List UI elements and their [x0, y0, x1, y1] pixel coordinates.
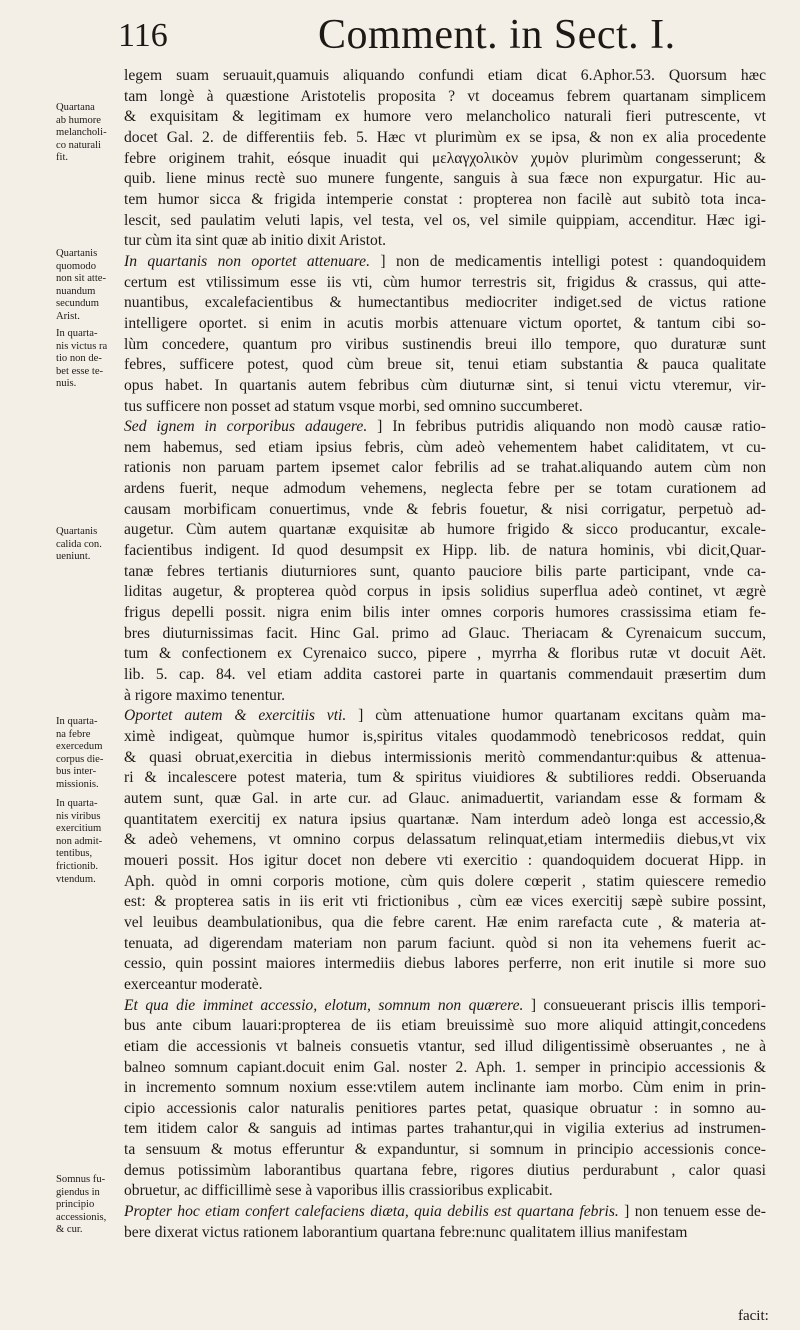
margin-note-line: vtendum.: [56, 873, 96, 885]
text-line: [124, 128, 766, 149]
text-line: [124, 1099, 766, 1120]
line-text: tus sufficere non posset ad statum vsque morbi, sed omnino succumberet.: [124, 397, 583, 415]
lemma-quotation: In quartanis non oportet attenuare.: [124, 252, 370, 270]
line-text: tem itidem calor & sanguis ad intimas partes trahantur,qui in vigilia exterius ad instrumen-: [124, 1120, 766, 1138]
line-text: ximè indigeat, quùmque humor is,spiritus vitales quodammodò tenebricosos reddat, quin: [124, 728, 766, 745]
line-text: ri & incalescere potest materia, tum & spiritus viuidiores & subtiliores reddi. Obseruanda: [124, 769, 766, 787]
line-text: exerceantur moderatè.: [124, 975, 263, 993]
text-line: [124, 417, 766, 438]
text-line: [124, 1223, 766, 1244]
text-line: [124, 1078, 766, 1099]
line-text: bere dixerat victus rationem laborantium quartana febre:nunc qualitatem illius manifestam: [124, 1223, 688, 1241]
text-line: [124, 231, 766, 252]
line-text: nuantibus, excalefacientibus & humectantibus mediocriter indiget.sed de victus ratione: [124, 294, 766, 312]
line-text: cipio accessionis calor naturalis penitiores partes petat, quasique obruatur : in somno au-: [124, 1099, 766, 1117]
line-text: febres, sufficere potest, quod cùm breue sit, tenui etiam substantia & pauca qualitate: [124, 356, 766, 374]
line-text: bus ante cibum lauari:propterea de iis etiam breuissimè suo more aliquid attingit,concedens: [124, 1017, 766, 1035]
text-line: [124, 87, 766, 108]
line-text: docet Gal. 2. de differentiis feb. 5. Hæc vt plurimùm ex se ipsa, & non ex alia procedente: [124, 128, 766, 146]
line-text: opus habet. In quartanis autem febribus cùm diuturnæ sint, si tenui victu vteremur, vir-: [124, 376, 766, 394]
line-text: in incremento somnum noxium esse:vtilem autem inclinante iam morbo. Cùm enim in prin-: [124, 1079, 766, 1097]
margin-note-line: ab humore: [56, 114, 102, 126]
line-text: lùm concedere, quantum pro viribus sustinendis breui illo tempore, quo duraturæ sunt: [124, 335, 766, 353]
line-text: ta sensuum & motus efferuntur & expanduntur, si somnum in principio accessionis conce-: [124, 1141, 766, 1159]
text-line: [124, 107, 766, 128]
page-header: [0, 0, 800, 66]
margin-note-line: bus inter-: [56, 766, 97, 778]
text-line: [124, 582, 766, 603]
line-text: lescit, sed paulatim veluti lapis, vel testa, vel os, vel simile quippiam, accenditur. Hæc igi-: [124, 211, 766, 229]
line-text: ] non tenuem esse de-: [618, 1203, 766, 1221]
margin-note-line: nuandum: [56, 285, 96, 297]
margin-note-line: nis victus ra: [56, 340, 108, 352]
text-line: [124, 149, 766, 170]
line-text: obruetur, ac difficillimè sese à vaporibus illis crassioribus explicabit.: [124, 1182, 553, 1200]
margin-note-line: fit.: [56, 152, 69, 164]
margin-note-line: Quartanis: [56, 526, 98, 537]
margin-note-line: missionis.: [56, 778, 99, 790]
text-line: [124, 335, 766, 356]
margin-note-line: In quarta-: [56, 798, 98, 809]
text-line: [124, 252, 766, 273]
line-text: etiam die accessionis vt balneis consuetis vtantur, sed illud diligentissimè obseruantes , ne à: [124, 1037, 766, 1055]
line-text: febre originem trahit, eósque inuadit qui μελαγχολικὸν χυμὸν plurimùm congesserunt; &: [124, 149, 766, 167]
text-line: [124, 768, 766, 789]
margin-note-line: giendus in: [56, 1186, 100, 1198]
text-line: [124, 1058, 766, 1079]
text-line: [124, 892, 766, 913]
margin-note-line: exercedum: [56, 741, 103, 753]
text-line: [124, 624, 766, 645]
line-text: demus potissimùm laborantibus quartana febre, rigores diutius perdurabunt , calor quasi: [124, 1161, 766, 1179]
text-line: [124, 1037, 766, 1058]
text-line: [124, 293, 766, 314]
text-line: [124, 458, 766, 479]
text-line: [124, 66, 766, 87]
margin-note-line: co naturali: [56, 139, 102, 151]
line-text: lib. 5. cap. 84. vel etiam addita castorei parte in quartanis commendauit præsertim dum: [124, 666, 766, 684]
margin-note-line: In quarta-: [56, 716, 98, 727]
text-line: [124, 1016, 766, 1037]
text-line: [124, 500, 766, 521]
line-text: intelligere oportet. si enim in acutis morbis attenuare victum oportet, & tantum cibi so-: [124, 314, 766, 332]
text-line: [124, 727, 766, 748]
commentary-body: [124, 66, 766, 1243]
line-text: moueri possit. Hos igitur docet non debere vti exercitio : quandoquidem docuerat Hipp. in: [124, 851, 766, 869]
text-line: [124, 872, 766, 893]
line-text: quib. liene minus rectè suo munere fungente, sanguis à sua fæce non expurgatur. Hic au-: [124, 170, 766, 188]
text-line: [124, 1140, 766, 1161]
line-text: tur cùm ita sint quæ ab initio dixit Aristot.: [124, 232, 387, 250]
line-text: facientibus indigent. Id quod desumpsit ex Hipp. lib. de natura hominis, vbi dicit,Quar-: [124, 542, 766, 560]
text-line: [124, 706, 766, 727]
line-text: nem habemus, sed etiam ipsius febris, cùm adeò vehementem habet caliditatem, vt cu-: [124, 438, 766, 456]
line-text: bres diuturnissimas facit. Hinc Gal. primo ad Glauc. Theriacam & Cyrenaicum succum,: [124, 624, 766, 642]
text-line: [124, 830, 766, 851]
text-line: [124, 190, 766, 211]
margin-note-line: ueniunt.: [56, 551, 91, 563]
running-head: Comment. in Sect. I.: [318, 12, 676, 58]
line-text: tem humor sicca & frigida intemperie constat : propterea non facilè aut subitò tota inca-: [124, 190, 766, 208]
text-line: [124, 934, 766, 955]
margin-note-line: nis viribus: [56, 810, 101, 822]
margin-note: [56, 102, 120, 165]
margin-note-line: non sit atte-: [56, 273, 107, 285]
lemma-quotation: Propter hoc etiam confert calefaciens diæta, quia debilis est quartana febris.: [124, 1203, 619, 1221]
line-text: à rigore maximo tenentur.: [124, 686, 286, 704]
margin-note-line: na febre: [56, 728, 91, 740]
text-line: [124, 314, 766, 335]
line-text: ardens fuerit, neque admodum vehemens, neglecta febre per se totam curationem ad: [124, 480, 766, 498]
margin-note-line: nuis.: [56, 378, 77, 390]
text-line: [124, 996, 766, 1017]
margin-note-line: principio: [56, 1199, 95, 1211]
text-line: [124, 954, 766, 975]
margin-note-line: Somnus fu-: [56, 1174, 106, 1185]
margin-note: [56, 526, 120, 564]
text-line: [124, 1202, 766, 1223]
margin-note: [56, 716, 120, 792]
text-line: [124, 479, 766, 500]
line-text: Aph. quòd in omni corporis motione, cùm quis dolere cœperit , statim quiescere remedio: [124, 872, 766, 890]
text-line: [124, 913, 766, 934]
text-line: [124, 376, 766, 397]
margin-note-line: tentibus,: [56, 848, 93, 860]
line-text: & exquisitam & legitimam ex humore vero melancholico naturali fieri putrescente, vt: [124, 108, 766, 126]
margin-note-line: accessionis,: [56, 1211, 107, 1223]
line-text: & quasi obruat,exercitia in diebus intermissionis meritò commendantur:quibus & attenua-: [124, 748, 766, 766]
text-line: [124, 562, 766, 583]
line-text: frigus depelli possit. nigra enim bilis inter omnes corporis humores crassissima etiam fe-: [124, 604, 766, 622]
margin-note: [56, 798, 120, 886]
text-line: [124, 169, 766, 190]
line-text: vel leuibus deambulationibus, qua die febre carent. Hæ enim rarefacta cute , & materia at-: [124, 913, 766, 931]
margin-note: [56, 1174, 120, 1237]
line-text: quantitatem exercitij ex natura ipsius quartanæ. Nam interdum adeò longa est accessio,&: [124, 810, 766, 828]
margin-note-line: Arist.: [56, 310, 80, 322]
text-line: [124, 810, 766, 831]
line-text: tanæ febres tertianis diuturniores sunt, quanto pauciore bilis parte participant, vnde ca-: [124, 562, 766, 580]
margin-note-line: exercitium: [56, 823, 102, 835]
text-line: [124, 355, 766, 376]
line-text: tenuata, ad digerendam materiam non parum faciunt. quòd si non ita vehemens fuerit ac-: [124, 934, 766, 952]
text-line: [124, 397, 766, 418]
margin-note: [56, 328, 120, 391]
text-line: [124, 1181, 766, 1202]
line-text: autem sunt, quæ Gal. in arte cur. ad Glauc. animaduertit, variandam esse & formam &: [124, 789, 766, 807]
line-text: est: & propterea satis in iis erit vti frictionibus , cùm eæ vices exercitij sæpè subire possint,: [124, 893, 766, 911]
line-text: ] consueuerant priscis illis tempori-: [523, 996, 766, 1014]
line-text: causam morbificam conuertimus, vnde & febris fouetur, & nisi corrigatur, perpetuò ad-: [124, 500, 766, 518]
text-line: [124, 1161, 766, 1182]
margin-note-line: In quarta-: [56, 328, 98, 339]
line-text: liditas augetur, & propterea quòd corpus in ipsis solidius superflua adeò continet, vt ægrè: [124, 583, 766, 601]
text-line: [124, 438, 766, 459]
text-line: [124, 789, 766, 810]
margin-note-line: corpus die-: [56, 753, 104, 765]
text-line: [124, 851, 766, 872]
text-line: [124, 975, 766, 996]
line-text: tam longè à quæstione Aristotelis proposita ? vt doceamus febrem quartanam simplicem: [124, 87, 766, 105]
line-text: augetur. Cùm autem quartanæ exquisitæ ab humore frigido & sicco producantur, excale-: [124, 521, 766, 539]
lemma-quotation: Et qua die imminet accessio, elotum, somnum non quærere.: [124, 996, 524, 1014]
line-text: tum & confectionem ex Cyrenaico succo, pipere , myrrha & floribus rutæ vt docuit Aët.: [124, 645, 766, 663]
margin-note-line: non admit-: [56, 835, 103, 847]
text-line: [124, 748, 766, 769]
text-line: [124, 644, 766, 665]
margin-note-line: & cur.: [56, 1224, 83, 1236]
margin-note-line: tio non de-: [56, 353, 102, 365]
margin-note-line: melancholi-: [56, 127, 107, 139]
margin-note-line: secundum: [56, 298, 99, 310]
text-line: [124, 211, 766, 232]
lemma-quotation: Sed ignem in corporibus adaugere.: [124, 418, 368, 436]
lemma-quotation: Oportet autem & exercitiis vti.: [124, 707, 347, 725]
margin-note-line: bet esse te-: [56, 365, 104, 377]
text-line: [124, 686, 766, 707]
line-text: legem suam seruauit,quamuis aliquando confundi etiam dicat 6.Aphor.53. Quorsum hæc: [124, 67, 766, 84]
page-number: 116: [118, 17, 168, 54]
line-text: & adeò vehemens, vt omnino corpus delassatum relinquat,etiam intermediis diebus,vt vix: [124, 831, 766, 849]
margin-note-line: frictionib.: [56, 860, 99, 872]
text-line: [124, 273, 766, 294]
line-text: certum est vtilissimum esse iis vti, cùm humor terrestris sit, frigidus & crassus, qui atte-: [124, 273, 766, 291]
margin-note-line: Quartana: [56, 102, 95, 113]
line-text: balneo somnum capiant.docuit enim Gal. noster 2. Aph. 1. semper in principio accessionis &: [124, 1058, 766, 1076]
margin-note-line: calida con.: [56, 538, 102, 550]
text-line: [124, 1119, 766, 1140]
line-text: ] cùm attenuatione humor quartanam excitans quàm ma-: [346, 707, 766, 725]
margin-note-line: Quartanis: [56, 248, 98, 259]
line-text: ] In febribus putridis aliquando non modò causæ ratio-: [367, 418, 766, 436]
margin-note-line: quomodo: [56, 260, 97, 272]
line-text: ] non de medicamentis intelligi potest : quandoquidem: [369, 252, 766, 270]
catchword: facit:: [738, 1308, 769, 1324]
line-text: cessio, quin possint maiores intermediis diebus labores perferre, non erit inutile si more suo: [124, 955, 766, 973]
text-line: [124, 665, 766, 686]
text-line: [124, 541, 766, 562]
line-text: rationis non paruam partem ipsemet calor febrilis ad se trahat.aliquando autem cùm non: [124, 459, 766, 477]
text-line: [124, 603, 766, 624]
text-line: [124, 520, 766, 541]
margin-note: [56, 248, 120, 324]
